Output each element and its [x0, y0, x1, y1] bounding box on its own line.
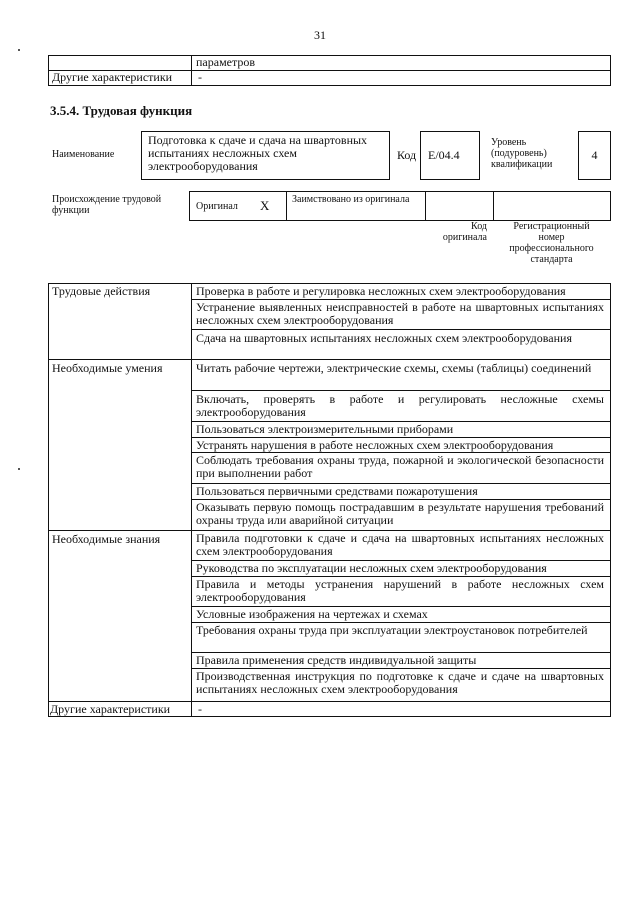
main-table: [48, 283, 611, 717]
origin-label: Происхождение трудовой функции: [52, 194, 162, 216]
labor-action-item: Сдача на швартовных испытаниях несложных схем электрооборудования: [196, 331, 572, 345]
knowledge-item: Правила применения средств индивидуальной защиты: [196, 653, 477, 667]
skill-item: Пользоваться электроизмерительными приборами: [196, 422, 454, 436]
origin-table: [189, 191, 611, 221]
original-label: Оригинал: [196, 201, 238, 212]
knowledge-item: Условные изображения на чертежах и схемах: [196, 607, 428, 621]
skill-item: Включать, проверять в работе и регулировать несложные схемы электрооборудования: [196, 392, 604, 419]
function-name-box: [141, 131, 390, 180]
knowledge-item: Правила подготовки к сдаче и сдача на швартовных испытаниях несложных схем электрооборудования: [196, 531, 604, 558]
other-characteristics-label: Другие характеристики: [50, 702, 171, 716]
knowledge-label: Необходимые знания: [52, 532, 161, 546]
code-value: E/04.4: [428, 148, 460, 162]
other-characteristics-label: Другие характеристики: [52, 70, 173, 84]
code-box: [420, 131, 480, 180]
function-name: Подготовка к сдаче и сдача на швартовных испытаниях несложных схем электрооборудования: [148, 133, 368, 173]
knowledge-item: Производственная инструкция по подготовке к сдаче и сдаче на швартовных испытаниях несложных схем электрооборудования: [196, 669, 604, 696]
name-label: Наименование: [52, 149, 115, 160]
knowledge-item: Правила и методы устранения нарушений в работе несложных схем электрооборудования: [196, 577, 604, 604]
reg-number-label: Регистрационный номер профессионального стандарта: [509, 221, 594, 265]
code-label: Код: [397, 148, 417, 162]
borrowed-label: Заимствовано из оригинала: [292, 194, 410, 205]
margin-mark: [18, 468, 20, 470]
skills-label: Необходимые умения: [52, 361, 163, 375]
continuation-value: параметров: [196, 55, 256, 69]
knowledge-item: Руководства по эксплуатации несложных схем электрооборудования: [196, 561, 547, 575]
skill-item: Читать рабочие чертежи, электрические схемы, схемы (таблицы) соединений: [196, 361, 592, 375]
labor-action-item: Устранение выявленных неисправностей в работе на швартовных испытаниях несложных схем электрооборудования: [196, 300, 604, 327]
other-characteristics-value: -: [198, 702, 202, 716]
code-original-label: Код оригинала: [442, 221, 487, 243]
skill-item: Соблюдать требования охраны труда, пожарной и экологической безопасности при выполнении работ: [196, 453, 604, 480]
original-mark: X: [260, 198, 270, 213]
page-number: 31: [314, 28, 326, 42]
knowledge-item: Требования охраны труда при эксплуатации электроустановок потребителей: [196, 623, 588, 637]
other-characteristics-value: -: [198, 70, 202, 84]
labor-action-item: Проверка в работе и регулировка несложных схем электрооборудования: [196, 284, 566, 298]
section-heading: 3.5.4. Трудовая функция: [50, 103, 193, 118]
skill-item: Устранять нарушения в работе несложных схем электрооборудования: [196, 438, 554, 452]
labor-actions-label: Трудовые действия: [52, 284, 151, 298]
continuation-table: [48, 55, 611, 86]
level-value: 4: [591, 148, 598, 162]
level-label: Уровень (подуровень) квалификации: [491, 137, 553, 170]
margin-mark: [18, 49, 20, 51]
skill-item: Пользоваться первичными средствами пожаротушения: [196, 484, 478, 498]
level-box: [578, 131, 611, 180]
skill-item: Оказывать первую помощь пострадавшим в результате нарушения требований охраны труда или аварийной ситуации: [196, 500, 604, 527]
